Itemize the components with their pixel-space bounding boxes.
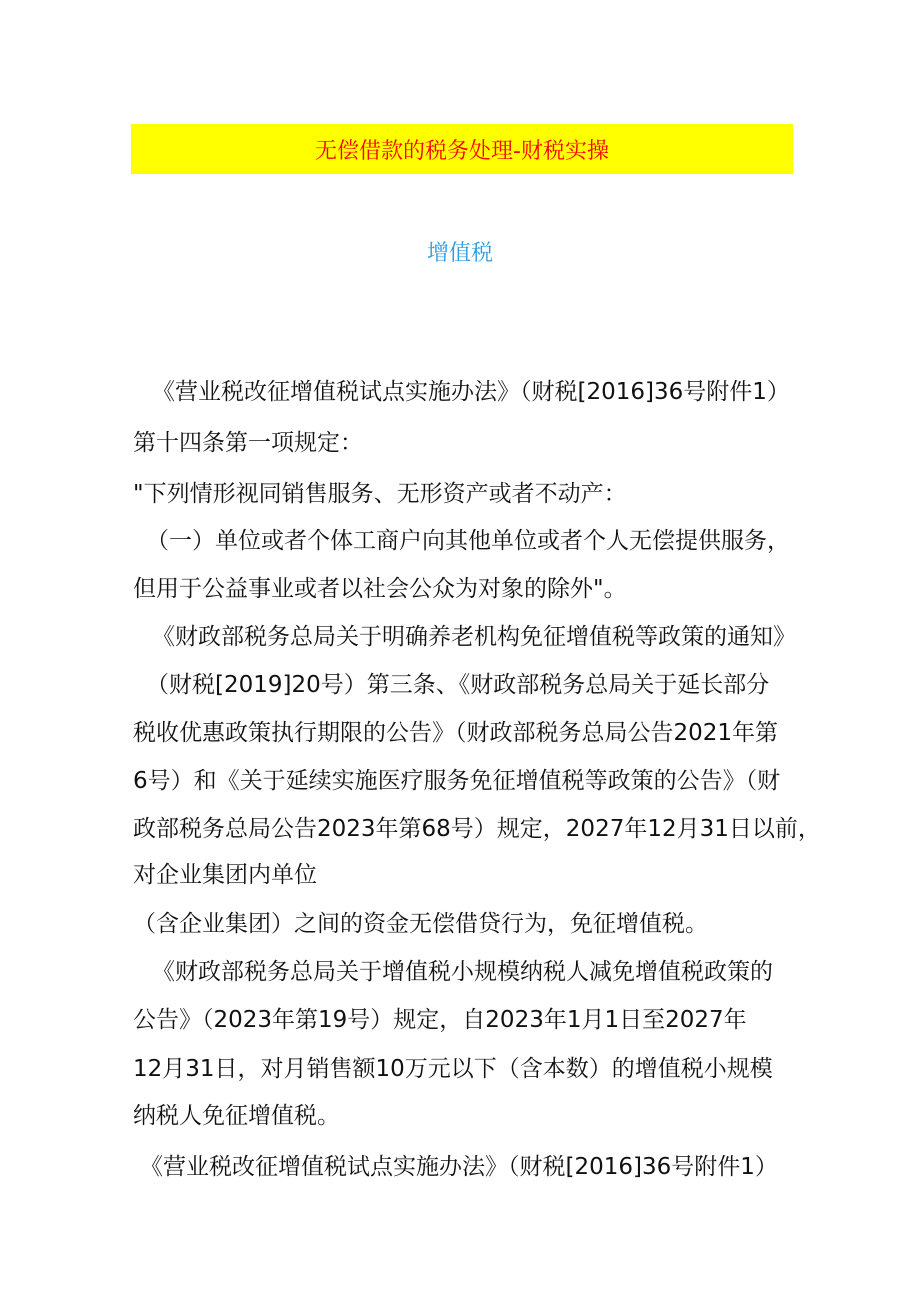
body-line: 公告》（2023年第19号）规定，自2023年1月1日至2027年 [133, 1007, 747, 1033]
section-heading: 增值税 [426, 241, 493, 266]
body-line: 6号）和《关于延续实施医疗服务免征增值税等政策的公告》（财 [133, 768, 781, 794]
body-line: 政部税务总局公告2023年第68号）规定，2027年12月31日以前， [133, 816, 821, 842]
body-line: 纳税人免征增值税。 [133, 1103, 340, 1129]
body-line: 《营业税改征增值税试点实施办法》（财税[2016]36号附件1） [140, 1154, 778, 1180]
body-line: "下列情形视同销售服务、无形资产或者不动产： [133, 481, 627, 507]
title-banner [131, 124, 793, 174]
body-line: 第十四条第一项规定： [133, 430, 363, 456]
body-line: 《财政部税务总局关于明确养老机构免征增值税等政策的通知》 [152, 624, 796, 650]
body-line: 《营业税改征增值税试点实施办法》（财税[2016]36号附件1） [152, 379, 790, 405]
body-line: （一）单位或者个体工商户向其他单位或者个人无偿提供服务， [146, 528, 790, 554]
body-line: 《财政部税务总局关于增值税小规模纳税人减免增值税政策的 [152, 959, 773, 985]
body-line: 12月31日，对月销售额10万元以下（含本数）的增值税小规模 [133, 1056, 773, 1082]
body-line: 但用于公益事业或者以社会公众为对象的除外"。 [133, 576, 627, 602]
body-line: （财税[2019]20号）第三条、《财政部税务总局关于延长部分 [146, 672, 770, 698]
body-line: 对企业集团内单位 [133, 862, 317, 888]
body-line: 税收优惠政策执行期限的公告》（财政部税务总局公告2021年第 [133, 720, 779, 746]
document-title: 无偿借款的税务处理-财税实操 [315, 138, 609, 164]
body-line: （含企业集团）之间的资金无偿借贷行为，免征增值税。 [133, 911, 708, 937]
